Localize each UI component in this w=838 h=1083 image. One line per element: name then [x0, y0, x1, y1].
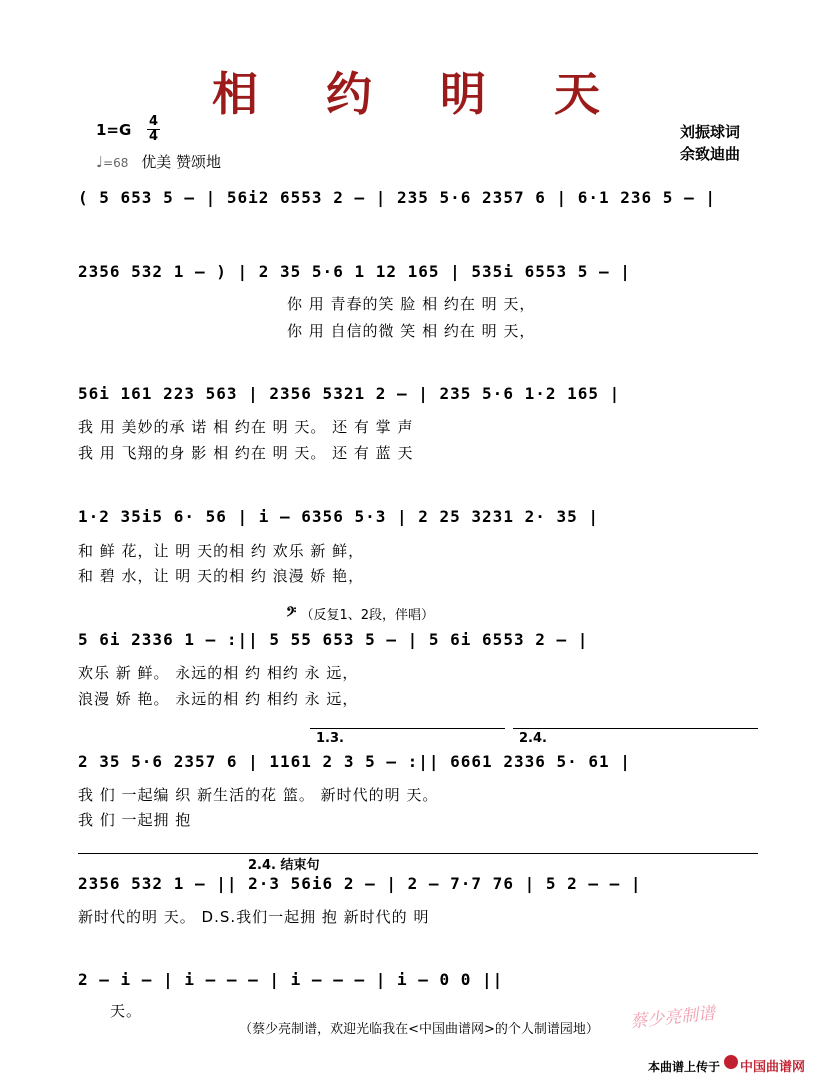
lyric-row-3b: 我 用 飞翔的身 影 相 约在 明 天。 还 有 蓝 天 — [78, 444, 414, 462]
notation-row-8: 2 – i – | i – – – | i – – – | i – 0 0 || — [78, 970, 504, 989]
volta-label-1: 1.3. — [316, 731, 344, 746]
lyric-row-6a: 我 们 一起编 织 新生活的花 篮。 新时代的明 天。 — [78, 786, 439, 804]
notation-row-2: 2356 532 1 – ) | 2 35 5·6 1 12 165 | 535i 6553 5 – | — [78, 262, 631, 281]
song-title: 相 约 明 天 — [211, 67, 627, 121]
ending-label: 2.4. 结束句 — [248, 858, 320, 873]
credits — [680, 121, 740, 165]
segno-icon: 𝄢 — [286, 604, 297, 623]
upload-text: 本曲谱上传于 — [648, 1060, 721, 1074]
lyric-row-4a: 和 鲜 花，让 明 天的相 约 欢乐 新 鲜， — [78, 542, 365, 560]
lyric-row-8a: 天。 — [110, 1002, 143, 1020]
volta-bracket-2 — [513, 728, 758, 729]
notation-row-1: ( 5 653 5 – | 56i2 6553 2 – | 235 5·6 2357 6 | 6·1 236 5 – | — [78, 188, 716, 207]
tempo-marking — [96, 151, 221, 172]
lyricist: 刘振球词 — [680, 123, 741, 141]
lyric-row-2b: 你 用 自信的微 笑 相 约在 明 天， — [287, 322, 536, 340]
volta-bracket-1 — [310, 728, 505, 729]
lyric-row-4b: 和 碧 水，让 明 天的相 约 浪漫 娇 艳， — [78, 567, 365, 585]
notation-row-7: 2356 532 1 – || 2·3 56i6 2 – | 2 – 7·7 76 | 5 2 – – | — [78, 874, 642, 893]
composer: 余致迪曲 — [680, 145, 741, 163]
lyric-row-5b: 浪漫 娇 艳。 永远的相 约 相约 永 远， — [78, 690, 359, 708]
time-signature — [147, 115, 160, 144]
notation-row-3: 56i 161 223 563 | 2356 5321 2 – | 235 5·6 1·2 165 | — [78, 384, 621, 403]
key-signature: 1=G — [96, 121, 132, 139]
quarter-note-icon: ♩ — [96, 153, 104, 171]
watermark: 蔡少亮制谱 — [629, 1003, 717, 1033]
tempo-text: 优美 赞颂地 — [141, 153, 221, 171]
volta-label-2: 2.4. — [519, 731, 547, 746]
notation-row-4: 1·2 35i5 6· 56 | i – 6356 5·3 | 2 25 3231 2· 35 | — [78, 507, 600, 526]
ending-bracket — [78, 853, 758, 854]
site-name-link[interactable]: 中国曲谱网 — [740, 1060, 806, 1075]
tempo-value: =68 — [103, 156, 129, 170]
time-sig-bottom: 4 — [149, 129, 159, 144]
notation-row-5: 5 6i 2336 1 – :|| 5 55 653 5 – | 5 6i 6553 2 – | — [78, 630, 589, 649]
segno-note: 𝄢 （反复1、2段，伴唱） — [286, 604, 434, 623]
lyric-row-2a: 你 用 青春的笑 脸 相 约在 明 天， — [287, 295, 536, 313]
notation-row-6: 2 35 5·6 2357 6 | 1161 2 3 5 – :|| 6661 2336 5· 61 | — [78, 752, 631, 771]
lyric-row-6b: 我 们 一起拥 抱 — [78, 811, 192, 829]
lyric-row-7a: 新时代的明 天。 D.S.我们一起拥 抱 新时代的 明 — [78, 908, 430, 926]
time-sig-top: 4 — [149, 114, 159, 129]
footer-note: （蔡少亮制谱，欢迎光临我在<中国曲谱网>的个人制谱园地） — [239, 1022, 599, 1037]
lyric-row-5a: 欢乐 新 鲜。 永远的相 约 相约 永 远， — [78, 664, 359, 682]
lyric-row-3a: 我 用 美妙的承 诺 相 约在 明 天。 还 有 掌 声 — [78, 418, 414, 436]
site-logo-icon — [724, 1055, 738, 1069]
